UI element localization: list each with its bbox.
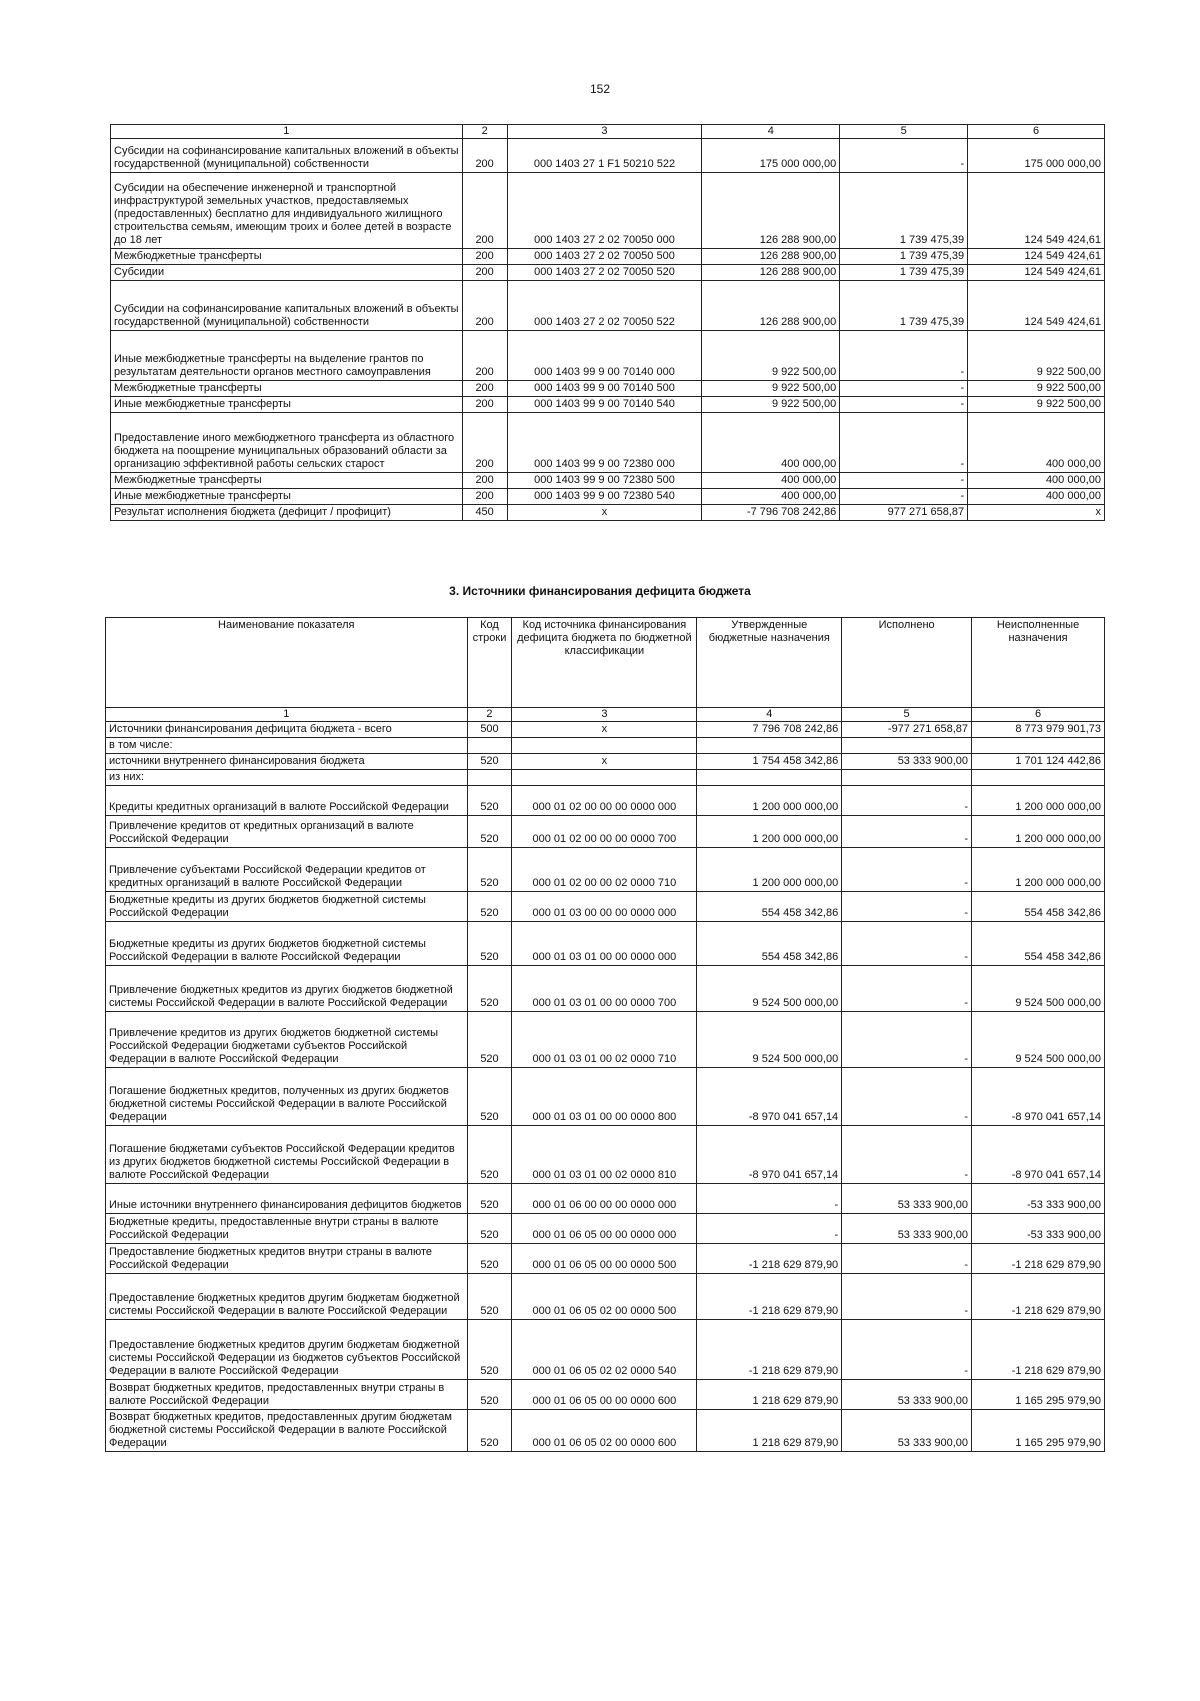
row-code: 200 — [462, 397, 507, 413]
table-row — [111, 281, 1105, 331]
header-name: Наименование показателя — [106, 618, 468, 708]
row-plan: 554 458 342,86 — [697, 892, 842, 922]
row-left: 9 922 500,00 — [968, 331, 1105, 381]
row-plan: 400 000,00 — [702, 473, 840, 489]
row-done: - — [842, 816, 972, 848]
header-code: Код строки — [467, 618, 512, 708]
row-left — [972, 738, 1105, 754]
table2-column-numbers — [106, 708, 1105, 722]
row-code: 520 — [467, 786, 512, 816]
row-left: 9 922 500,00 — [968, 397, 1105, 413]
row-left: -1 218 629 879,90 — [972, 1244, 1105, 1274]
row-plan: 175 000 000,00 — [702, 139, 840, 173]
row-left: 1 701 124 442,86 — [972, 754, 1105, 770]
row-done: 53 333 900,00 — [842, 1184, 972, 1214]
row-code: 520 — [467, 816, 512, 848]
row-code: 450 — [462, 505, 507, 521]
row-left: 1 200 000 000,00 — [972, 848, 1105, 892]
table-row — [106, 1126, 1105, 1184]
row-kbk: 000 01 06 05 02 02 0000 540 — [512, 1320, 697, 1380]
row-kbk: 000 1403 27 2 02 70050 500 — [507, 249, 702, 265]
row-kbk: x — [512, 754, 697, 770]
row-done: - — [842, 1244, 972, 1274]
row-code: 520 — [467, 848, 512, 892]
row-code: 200 — [462, 413, 507, 473]
row-plan: -8 970 041 657,14 — [697, 1126, 842, 1184]
row-left: -53 333 900,00 — [972, 1214, 1105, 1244]
row-plan: 9 922 500,00 — [702, 331, 840, 381]
row-name: Бюджетные кредиты, предоставленные внутри страны в валюте Российской Федерации — [106, 1214, 468, 1244]
row-done: 53 333 900,00 — [842, 754, 972, 770]
row-name: Межбюджетные трансферты — [111, 249, 463, 265]
row-done: 1 739 475,39 — [840, 249, 968, 265]
row-done: - — [842, 922, 972, 966]
page-number: 152 — [589, 82, 611, 96]
row-done: - — [840, 331, 968, 381]
table-row — [111, 173, 1105, 249]
row-plan: 554 458 342,86 — [697, 922, 842, 966]
row-name: Привлечение кредитов из других бюджетов бюджетной системы Российской Федерации бюджетами субъектов Российской Федерации в валюте Российской Федерации — [106, 1012, 468, 1068]
row-kbk: x — [512, 722, 697, 738]
row-name: Источники финансирования дефицита бюджета - всего — [106, 722, 468, 738]
row-name: Субсидии на обеспечение инженерной и транспортной инфраструктурой земельных участков, предоставляемых (предоставленных) бесплатно для индивидуального жилищного строительства семьям, имеющим троих и более детей в возрасте до 18 лет — [111, 173, 463, 249]
row-done: - — [842, 966, 972, 1012]
row-left: 400 000,00 — [968, 473, 1105, 489]
row-name: Погашение бюджетных кредитов, полученных из других бюджетов бюджетной системы Российской Федерации в валюте Российской Федерации — [106, 1068, 468, 1126]
row-kbk: 000 01 06 05 00 00 0000 600 — [512, 1380, 697, 1410]
row-code: 200 — [462, 381, 507, 397]
table-row — [106, 1320, 1105, 1380]
row-done: - — [842, 848, 972, 892]
row-code: 500 — [467, 722, 512, 738]
row-done: - — [840, 381, 968, 397]
row-code: 200 — [462, 473, 507, 489]
table-row — [111, 381, 1105, 397]
table-row — [111, 413, 1105, 473]
row-done: - — [842, 1012, 972, 1068]
row-plan: 126 288 900,00 — [702, 281, 840, 331]
row-kbk: 000 01 06 05 00 00 0000 000 — [512, 1214, 697, 1244]
column-number: 6 — [968, 125, 1105, 139]
row-code: 520 — [467, 754, 512, 770]
row-kbk: 000 01 06 05 00 00 0000 500 — [512, 1244, 697, 1274]
row-name: Бюджетные кредиты из других бюджетов бюджетной системы Российской Федерации в валюте Российской Федерации — [106, 922, 468, 966]
column-number: 1 — [111, 125, 463, 139]
row-left: 1 165 295 979,90 — [972, 1380, 1105, 1410]
table-row — [106, 816, 1105, 848]
table-row — [106, 848, 1105, 892]
row-left: x — [968, 505, 1105, 521]
table-row — [106, 754, 1105, 770]
table-row — [106, 1244, 1105, 1274]
column-number: 3 — [512, 708, 697, 722]
row-done: 1 739 475,39 — [840, 265, 968, 281]
row-kbk: 000 1403 99 9 00 72380 540 — [507, 489, 702, 505]
row-kbk: 000 1403 27 2 02 70050 000 — [507, 173, 702, 249]
column-number: 1 — [106, 708, 468, 722]
row-plan: 126 288 900,00 — [702, 265, 840, 281]
row-name: Субсидии на софинансирование капитальных вложений в объекты государственной (муниципальной) собственности — [111, 139, 463, 173]
row-name: Предоставление бюджетных кредитов внутри страны в валюте Российской Федерации — [106, 1244, 468, 1274]
row-code: 520 — [467, 1068, 512, 1126]
column-number: 4 — [702, 125, 840, 139]
table-row — [106, 966, 1105, 1012]
row-kbk: 000 01 02 00 00 02 0000 710 — [512, 848, 697, 892]
row-code: 200 — [462, 265, 507, 281]
row-kbk: 000 1403 99 9 00 70140 500 — [507, 381, 702, 397]
row-left: 124 549 424,61 — [968, 173, 1105, 249]
header-left: Неисполненные назначения — [972, 618, 1105, 708]
row-plan: 1 200 000 000,00 — [697, 816, 842, 848]
row-done: - — [842, 1126, 972, 1184]
row-code — [467, 770, 512, 786]
row-kbk: 000 01 02 00 00 00 0000 700 — [512, 816, 697, 848]
column-number: 2 — [462, 125, 507, 139]
row-kbk: 000 01 02 00 00 00 0000 000 — [512, 786, 697, 816]
row-kbk: 000 01 03 01 00 00 0000 700 — [512, 966, 697, 1012]
row-name: Субсидии на софинансирование капитальных вложений в объекты государственной (муниципальной) собственности — [111, 281, 463, 331]
row-left: 9 524 500 000,00 — [972, 966, 1105, 1012]
row-done: - — [842, 1320, 972, 1380]
table-row — [106, 1012, 1105, 1068]
row-kbk: 000 01 06 05 02 00 0000 500 — [512, 1274, 697, 1320]
row-plan: 1 200 000 000,00 — [697, 786, 842, 816]
row-left: 1 165 295 979,90 — [972, 1410, 1105, 1452]
row-done — [842, 770, 972, 786]
row-done: 1 739 475,39 — [840, 281, 968, 331]
row-name: Бюджетные кредиты из других бюджетов бюджетной системы Российской Федерации — [106, 892, 468, 922]
row-name: Иные межбюджетные трансферты на выделение грантов по результатам деятельности органов местного самоуправления — [111, 331, 463, 381]
row-kbk: 000 1403 99 9 00 70140 000 — [507, 331, 702, 381]
row-kbk: 000 1403 99 9 00 72380 000 — [507, 413, 702, 473]
row-code: 200 — [462, 249, 507, 265]
row-left: 1 200 000 000,00 — [972, 816, 1105, 848]
table-row — [111, 505, 1105, 521]
row-name: Субсидии — [111, 265, 463, 281]
row-left: -8 970 041 657,14 — [972, 1126, 1105, 1184]
row-name: Возврат бюджетных кредитов, предоставленных внутри страны в валюте Российской Федерации — [106, 1380, 468, 1410]
section-title: 3. Источники финансирования дефицита бюджета — [449, 584, 751, 598]
row-plan: 9 524 500 000,00 — [697, 1012, 842, 1068]
row-plan: 126 288 900,00 — [702, 173, 840, 249]
row-code: 520 — [467, 922, 512, 966]
row-left: -53 333 900,00 — [972, 1184, 1105, 1214]
row-name: Межбюджетные трансферты — [111, 381, 463, 397]
row-kbk: x — [507, 505, 702, 521]
row-code: 520 — [467, 1012, 512, 1068]
row-name: Привлечение субъектами Российской Федерации кредитов от кредитных организаций в валюте Российской Федерации — [106, 848, 468, 892]
table-row — [111, 139, 1105, 173]
table-row — [106, 770, 1105, 786]
row-code: 200 — [462, 489, 507, 505]
row-kbk: 000 1403 27 1 F1 50210 522 — [507, 139, 702, 173]
row-plan: - — [697, 1214, 842, 1244]
row-left: 124 549 424,61 — [968, 249, 1105, 265]
row-done: 1 739 475,39 — [840, 173, 968, 249]
row-done: 977 271 658,87 — [840, 505, 968, 521]
table-row — [111, 265, 1105, 281]
row-plan: 1 754 458 342,86 — [697, 754, 842, 770]
row-kbk — [512, 770, 697, 786]
row-plan: -7 796 708 242,86 — [702, 505, 840, 521]
row-left: 554 458 342,86 — [972, 892, 1105, 922]
row-plan: -1 218 629 879,90 — [697, 1244, 842, 1274]
table-row — [106, 1274, 1105, 1320]
row-plan: - — [697, 1184, 842, 1214]
table-row — [106, 1184, 1105, 1214]
row-name: источники внутреннего финансирования бюджета — [106, 754, 468, 770]
row-done: - — [842, 1274, 972, 1320]
column-number: 5 — [842, 708, 972, 722]
row-done: - — [840, 489, 968, 505]
table-row — [111, 331, 1105, 381]
table-row — [106, 786, 1105, 816]
row-left: 9 922 500,00 — [968, 381, 1105, 397]
row-left: 400 000,00 — [968, 413, 1105, 473]
row-kbk: 000 01 06 05 02 00 0000 600 — [512, 1410, 697, 1452]
row-plan: 400 000,00 — [702, 489, 840, 505]
header-kbk: Код источника финансирования дефицита бюджета по бюджетной классификации — [512, 618, 697, 708]
row-name: Результат исполнения бюджета (дефицит / профицит) — [111, 505, 463, 521]
row-name: Предоставление бюджетных кредитов другим бюджетам бюджетной системы Российской Федерации в валюте Российской Федерации — [106, 1274, 468, 1320]
row-done: - — [842, 892, 972, 922]
row-left: 124 549 424,61 — [968, 265, 1105, 281]
row-name: Погашение бюджетами субъектов Российской Федерации кредитов из других бюджетов бюджетной системы Российской Федерации в валюте Российской Федерации — [106, 1126, 468, 1184]
expenditure-table — [110, 124, 1105, 521]
row-kbk: 000 01 03 00 00 00 0000 000 — [512, 892, 697, 922]
table-row — [106, 738, 1105, 754]
row-done: - — [840, 473, 968, 489]
table-row — [106, 1068, 1105, 1126]
column-number: 2 — [467, 708, 512, 722]
row-code: 520 — [467, 1320, 512, 1380]
row-code: 520 — [467, 1126, 512, 1184]
row-code: 520 — [467, 1380, 512, 1410]
table-row — [106, 922, 1105, 966]
row-left: 175 000 000,00 — [968, 139, 1105, 173]
row-done: - — [840, 139, 968, 173]
row-kbk: 000 01 03 01 00 02 0000 710 — [512, 1012, 697, 1068]
row-plan: 1 218 629 879,90 — [697, 1410, 842, 1452]
row-kbk: 000 01 03 01 00 00 0000 000 — [512, 922, 697, 966]
table-row — [106, 892, 1105, 922]
row-kbk: 000 1403 99 9 00 72380 500 — [507, 473, 702, 489]
column-number: 6 — [972, 708, 1105, 722]
row-code: 200 — [462, 173, 507, 249]
row-name: Кредиты кредитных организаций в валюте Российской Федерации — [106, 786, 468, 816]
row-plan: 9 524 500 000,00 — [697, 966, 842, 1012]
row-code: 520 — [467, 1244, 512, 1274]
column-number: 4 — [697, 708, 842, 722]
row-code: 520 — [467, 1274, 512, 1320]
row-done: - — [842, 1068, 972, 1126]
row-left: 1 200 000 000,00 — [972, 786, 1105, 816]
row-left: 8 773 979 901,73 — [972, 722, 1105, 738]
row-name: Иные межбюджетные трансферты — [111, 397, 463, 413]
row-code: 520 — [467, 892, 512, 922]
row-left: -1 218 629 879,90 — [972, 1274, 1105, 1320]
row-kbk — [512, 738, 697, 754]
row-done: -977 271 658,87 — [842, 722, 972, 738]
table-row — [106, 722, 1105, 738]
row-code: 520 — [467, 1184, 512, 1214]
table-row — [106, 1410, 1105, 1452]
row-done — [842, 738, 972, 754]
row-done: 53 333 900,00 — [842, 1380, 972, 1410]
row-name: Возврат бюджетных кредитов, предоставленных другим бюджетам бюджетной системы Российской Федерации в валюте Российской Федерации — [106, 1410, 468, 1452]
row-kbk: 000 01 06 00 00 00 0000 000 — [512, 1184, 697, 1214]
row-code: 520 — [467, 1214, 512, 1244]
row-name: из них: — [106, 770, 468, 786]
row-left — [972, 770, 1105, 786]
row-plan: 1 218 629 879,90 — [697, 1380, 842, 1410]
row-plan: -1 218 629 879,90 — [697, 1320, 842, 1380]
row-code: 200 — [462, 139, 507, 173]
table-row — [111, 397, 1105, 413]
table-row — [106, 1380, 1105, 1410]
table1-column-numbers — [111, 125, 1105, 139]
row-plan: -8 970 041 657,14 — [697, 1068, 842, 1126]
table-row — [111, 473, 1105, 489]
row-code: 520 — [467, 1410, 512, 1452]
row-plan: 126 288 900,00 — [702, 249, 840, 265]
row-name: Привлечение бюджетных кредитов из других бюджетов бюджетной системы Российской Федерации в валюте Российской Федерации — [106, 966, 468, 1012]
row-plan — [697, 770, 842, 786]
row-plan: 400 000,00 — [702, 413, 840, 473]
header-plan: Утвержденные бюджетные назначения — [697, 618, 842, 708]
row-plan — [697, 738, 842, 754]
row-plan: 9 922 500,00 — [702, 397, 840, 413]
financing-sources-table — [105, 617, 1105, 1452]
table-row — [111, 249, 1105, 265]
header-done: Исполнено — [842, 618, 972, 708]
row-plan: 9 922 500,00 — [702, 381, 840, 397]
row-name: Иные источники внутреннего финансирования дефицитов бюджетов — [106, 1184, 468, 1214]
row-name: в том числе: — [106, 738, 468, 754]
column-number: 5 — [840, 125, 968, 139]
row-code: 200 — [462, 281, 507, 331]
row-done: - — [842, 786, 972, 816]
table-row — [111, 489, 1105, 505]
row-code: 200 — [462, 331, 507, 381]
row-name: Иные межбюджетные трансферты — [111, 489, 463, 505]
row-kbk: 000 1403 27 2 02 70050 520 — [507, 265, 702, 281]
row-left: 124 549 424,61 — [968, 281, 1105, 331]
row-kbk: 000 1403 27 2 02 70050 522 — [507, 281, 702, 331]
row-kbk: 000 01 03 01 00 00 0000 800 — [512, 1068, 697, 1126]
column-number: 3 — [507, 125, 702, 139]
row-plan: 1 200 000 000,00 — [697, 848, 842, 892]
row-name: Привлечение кредитов от кредитных организаций в валюте Российской Федерации — [106, 816, 468, 848]
row-left: -1 218 629 879,90 — [972, 1320, 1105, 1380]
row-plan: 7 796 708 242,86 — [697, 722, 842, 738]
row-done: 53 333 900,00 — [842, 1410, 972, 1452]
row-left: -8 970 041 657,14 — [972, 1068, 1105, 1126]
row-name: Предоставление иного межбюджетного трансферта из областного бюджета на поощрение муниципальных образований области за организацию эффективной работы сельских старост — [111, 413, 463, 473]
row-kbk: 000 01 03 01 00 02 0000 810 — [512, 1126, 697, 1184]
row-kbk: 000 1403 99 9 00 70140 540 — [507, 397, 702, 413]
row-left: 554 458 342,86 — [972, 922, 1105, 966]
row-name: Предоставление бюджетных кредитов другим бюджетам бюджетной системы Российской Федерации из бюджетов субъектов Российской Федерации в валюте Российской Федерации — [106, 1320, 468, 1380]
row-left: 400 000,00 — [968, 489, 1105, 505]
row-plan: -1 218 629 879,90 — [697, 1274, 842, 1320]
row-left: 9 524 500 000,00 — [972, 1012, 1105, 1068]
row-code: 520 — [467, 966, 512, 1012]
row-code — [467, 738, 512, 754]
row-done: - — [840, 397, 968, 413]
row-name: Межбюджетные трансферты — [111, 473, 463, 489]
row-done: - — [840, 413, 968, 473]
table-row — [106, 1214, 1105, 1244]
row-done: 53 333 900,00 — [842, 1214, 972, 1244]
